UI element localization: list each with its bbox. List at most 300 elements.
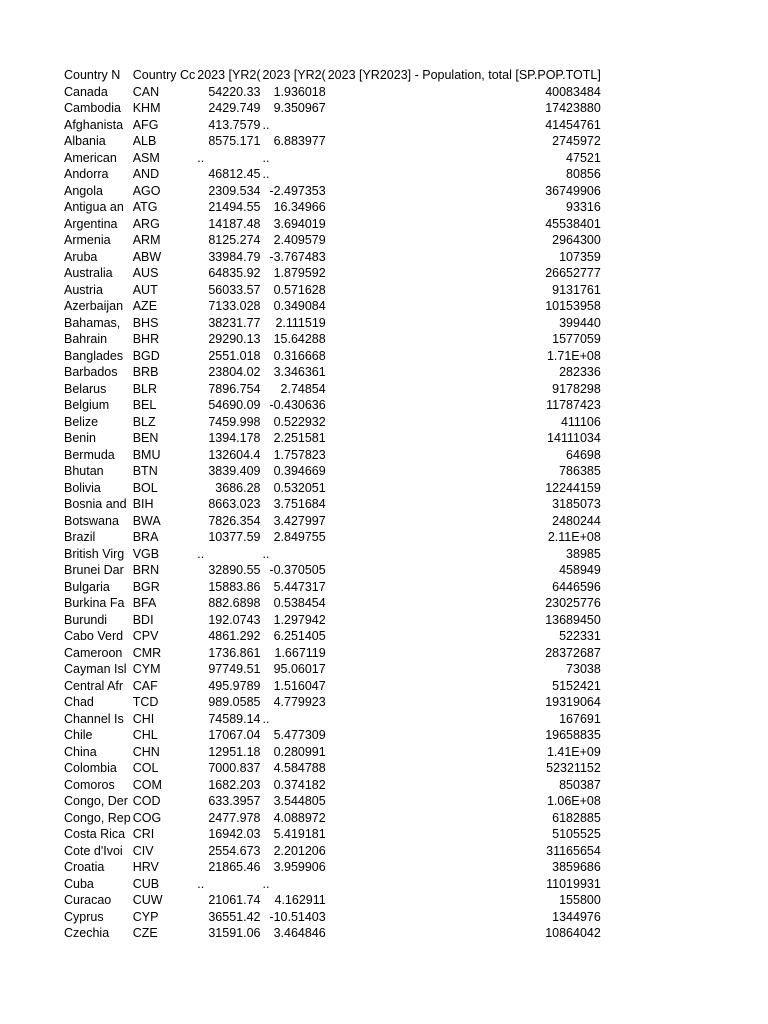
cell-country-name[interactable]: Burundi (64, 612, 108, 627)
cell-col3[interactable]: 7133.028 (208, 299, 261, 313)
table-row (63, 331, 602, 348)
cell-country-name[interactable]: Colombia (64, 761, 117, 775)
cell-col4[interactable]: 3.959906 (273, 860, 326, 874)
header-cell-col3[interactable]: 2023 [YR2( (197, 68, 261, 82)
cell-country-name[interactable]: Burkina Fa (64, 596, 125, 610)
cell-population[interactable]: 2.11E+08 (547, 530, 601, 544)
cell-col3[interactable]: 192.0743 (208, 612, 261, 627)
cell-col3[interactable]: 46812.45 (208, 167, 261, 181)
cell-country-code[interactable]: BIH (132, 497, 154, 511)
cell-country-code[interactable]: BDI (132, 612, 154, 627)
cell-col4[interactable]: 4.088972 (273, 810, 326, 825)
cell-country-name[interactable]: Albania (64, 134, 106, 148)
table-row (63, 282, 602, 299)
cell-col3[interactable]: 32890.55 (208, 563, 261, 577)
cell-country-code[interactable]: BLZ (132, 414, 156, 429)
cell-col4[interactable]: 2.74854 (280, 381, 326, 396)
cell-col4[interactable]: 0.349084 (273, 299, 326, 313)
cell-population[interactable]: 1.41E+09 (546, 744, 601, 759)
cell-country-code[interactable]: ARG (132, 216, 160, 231)
table-row (63, 793, 602, 810)
cell-country-name[interactable]: Botswana (64, 513, 119, 528)
cell-population[interactable]: 2964300 (552, 233, 601, 247)
cell-country-code[interactable]: CRI (132, 827, 155, 841)
cell-col4[interactable]: 1.879592 (273, 266, 326, 280)
cell-col3[interactable]: 2477.978 (208, 810, 261, 825)
cell-col3[interactable]: 31591.06 (208, 926, 261, 940)
cell-country-name[interactable]: Aruba (64, 249, 98, 264)
cell-country-code[interactable]: AUS (132, 266, 159, 280)
cell-country-code[interactable]: BWA (132, 513, 161, 528)
table-row (63, 579, 602, 596)
cell-col3[interactable]: 2309.534 (208, 183, 261, 198)
cell-country-code[interactable]: ALB (132, 134, 157, 148)
cell-col4[interactable]: 0.280991 (273, 744, 326, 759)
cell-country-code[interactable]: BGR (132, 579, 160, 594)
cell-col3[interactable]: 7459.998 (208, 414, 261, 429)
cell-country-code[interactable]: TCD (132, 695, 159, 709)
table-row (63, 859, 602, 876)
cell-col4[interactable]: 0.538454 (273, 596, 326, 610)
cell-population[interactable]: 5105525 (552, 827, 601, 841)
cell-population[interactable]: 9178298 (552, 381, 601, 396)
cell-col4[interactable]: 4.162911 (274, 893, 326, 907)
cell-population[interactable]: 41454761 (545, 117, 601, 132)
cell-col3[interactable]: 7896.754 (208, 381, 261, 396)
cell-col3[interactable]: 1394.178 (208, 431, 261, 445)
cell-population[interactable]: 786385 (559, 464, 601, 478)
cell-col4[interactable]: 3.464846 (273, 926, 326, 940)
cell-col3[interactable]: 74589.14 (208, 711, 261, 726)
cell-country-code[interactable]: CUB (132, 876, 160, 891)
cell-country-name[interactable]: Bermuda (64, 447, 115, 462)
cell-country-name[interactable]: Azerbaijan (64, 299, 124, 313)
cell-country-code[interactable]: BRB (132, 365, 159, 379)
cell-col4[interactable]: 4.584788 (273, 761, 326, 775)
cell-population[interactable]: 23025776 (545, 596, 601, 610)
table-row (63, 777, 602, 794)
cell-country-code[interactable]: CAF (132, 678, 158, 693)
table-row (63, 727, 602, 744)
cell-col3[interactable]: 132604.4 (208, 447, 261, 462)
cell-population[interactable]: 522331 (559, 629, 601, 643)
cell-country-code[interactable]: CAN (132, 84, 160, 99)
cell-col3[interactable]: 4861.292 (208, 629, 261, 643)
cell-country-code[interactable]: COM (132, 777, 162, 792)
cell-country-name[interactable]: American (64, 150, 117, 165)
cell-col4[interactable]: -0.430636 (269, 398, 326, 412)
cell-col3[interactable]: 12951.18 (208, 744, 261, 759)
cell-country-code[interactable]: AFG (132, 117, 159, 132)
cell-country-name[interactable]: Cuba (64, 876, 94, 891)
cell-country-code[interactable]: ATG (132, 200, 158, 214)
cell-col3[interactable]: 2551.018 (208, 348, 261, 363)
cell-col4[interactable]: .. (262, 150, 270, 165)
cell-population[interactable]: 9131761 (552, 282, 601, 297)
cell-population[interactable]: 80856 (566, 167, 601, 181)
cell-country-code[interactable]: CHN (132, 744, 160, 759)
cell-col4[interactable]: 6.883977 (273, 134, 326, 148)
cell-col3[interactable]: 2429.749 (208, 101, 261, 115)
cell-col4[interactable]: 16.34966 (273, 200, 326, 214)
cell-population[interactable]: 19319064 (545, 695, 601, 709)
cell-col3[interactable]: 64835.92 (208, 266, 261, 280)
cell-col4[interactable]: 4.779923 (273, 695, 326, 709)
cell-col3[interactable]: 21865.46 (208, 860, 261, 874)
table-row (63, 364, 602, 381)
cell-col4[interactable]: 5.447317 (273, 579, 326, 594)
cell-col3[interactable]: .. (197, 546, 205, 561)
cell-country-code[interactable]: CHL (132, 728, 158, 742)
cell-country-name[interactable]: Cote d'Ivoi (64, 843, 123, 858)
cell-country-code[interactable]: BMU (132, 447, 161, 462)
cell-country-code[interactable]: CYM (132, 662, 161, 676)
cell-population[interactable]: 282336 (559, 365, 601, 379)
cell-country-code[interactable]: AND (132, 167, 160, 181)
cell-col4[interactable]: -2.497353 (269, 183, 326, 198)
cell-col3[interactable]: 3839.409 (208, 464, 261, 478)
cell-country-code[interactable]: KHM (132, 101, 161, 115)
cell-col3[interactable]: 8663.023 (208, 497, 261, 511)
cell-country-code[interactable]: BHR (132, 332, 160, 346)
cell-population[interactable]: 1.06E+08 (546, 794, 601, 808)
cell-population[interactable]: 850387 (559, 777, 601, 792)
cell-population[interactable]: 11019931 (546, 876, 601, 891)
cell-col3[interactable]: 1736.861 (208, 645, 261, 660)
cell-population[interactable]: 28372687 (545, 645, 601, 660)
cell-country-code[interactable]: VGB (132, 546, 160, 561)
spreadsheet-body (63, 67, 602, 942)
cell-country-name[interactable]: Barbados (64, 365, 118, 379)
cell-country-code[interactable]: AGO (132, 183, 161, 198)
cell-col4[interactable]: -3.767483 (269, 249, 326, 264)
cell-col4[interactable]: 3.427997 (273, 513, 326, 528)
cell-country-name[interactable]: Benin (64, 431, 96, 445)
cell-population[interactable]: 73038 (566, 662, 601, 676)
table-row (63, 628, 602, 645)
table-row (63, 480, 602, 497)
cell-country-name[interactable]: Bhutan (64, 464, 104, 478)
cell-population[interactable]: 399440 (559, 315, 601, 330)
cell-col4[interactable]: .. (262, 876, 270, 891)
cell-col4[interactable]: 3.544805 (273, 794, 326, 808)
cell-country-code[interactable]: BEN (132, 431, 159, 445)
cell-col4[interactable]: 2.849755 (273, 530, 326, 544)
table-row (63, 595, 602, 612)
cell-col4[interactable]: 1.757823 (273, 447, 326, 462)
cell-population[interactable]: 11787423 (546, 398, 601, 412)
cell-population[interactable]: 1577059 (552, 332, 601, 346)
cell-population[interactable]: 2745972 (552, 134, 601, 148)
cell-population[interactable]: 40083484 (545, 84, 601, 99)
cell-col3[interactable]: 23804.02 (208, 365, 261, 379)
cell-population[interactable]: 5152421 (552, 678, 601, 693)
cell-col4[interactable]: 1.297942 (273, 612, 326, 627)
cell-population[interactable]: 10153958 (545, 299, 601, 313)
cell-col3[interactable]: 56033.57 (208, 282, 261, 297)
cell-country-name[interactable]: Australia (64, 266, 113, 280)
cell-population[interactable]: 93316 (566, 200, 601, 214)
cell-country-code[interactable]: BHS (132, 315, 159, 330)
cell-country-code[interactable]: CZE (132, 926, 158, 940)
cell-col4[interactable]: -10.51403 (269, 909, 326, 924)
cell-country-name[interactable]: Belarus (64, 381, 107, 396)
cell-col3[interactable]: 17067.04 (208, 728, 261, 742)
cell-population[interactable]: 52321152 (546, 761, 601, 775)
cell-country-name[interactable]: Curacao (64, 893, 112, 907)
cell-col4[interactable]: 2.111519 (275, 315, 326, 330)
cell-population[interactable]: 13689450 (545, 612, 601, 627)
cell-country-name[interactable]: China (64, 744, 97, 759)
cell-population[interactable]: 36749906 (545, 183, 601, 198)
cell-population[interactable]: 6446596 (552, 579, 601, 594)
cell-country-code[interactable]: BLR (132, 381, 158, 396)
cell-col3[interactable]: 33984.79 (208, 249, 261, 264)
cell-population[interactable]: 167691 (559, 711, 601, 726)
cell-population[interactable]: 2480244 (552, 513, 601, 528)
cell-col4[interactable]: 2.251581 (273, 431, 326, 445)
cell-country-name[interactable]: Canada (64, 84, 108, 99)
cell-col3[interactable]: 14187.48 (208, 216, 261, 231)
cell-country-name[interactable]: Cambodia (64, 101, 121, 115)
cell-country-name[interactable]: Congo, Rep (64, 810, 131, 825)
table-row (63, 513, 602, 530)
cell-col4[interactable]: 0.532051 (273, 480, 326, 495)
cell-country-name[interactable]: Angola (64, 183, 103, 198)
cell-col4[interactable]: 1.936018 (273, 84, 326, 99)
cell-country-code[interactable]: COG (132, 810, 162, 825)
cell-col4[interactable]: 0.571628 (273, 282, 326, 297)
cell-col3[interactable]: 54220.33 (208, 84, 261, 99)
cell-col3[interactable]: 882.6898 (208, 596, 261, 610)
table-row (63, 711, 602, 728)
cell-country-name[interactable]: Belgium (64, 398, 110, 412)
cell-col3[interactable]: 7826.354 (208, 513, 261, 528)
header-cell-col4[interactable]: 2023 [YR2( (262, 68, 326, 82)
cell-col3[interactable]: 8125.274 (208, 233, 261, 247)
cell-country-code[interactable]: BGD (132, 348, 160, 363)
cell-col4[interactable]: -0.370505 (269, 563, 326, 577)
cell-country-code[interactable]: BEL (132, 398, 157, 412)
cell-population[interactable]: 26652777 (545, 266, 601, 280)
cell-population[interactable]: 10864042 (545, 926, 601, 940)
header-row (63, 67, 602, 84)
cell-population[interactable]: 1344976 (552, 909, 601, 924)
cell-country-code[interactable]: CYP (132, 909, 159, 924)
table-row (63, 84, 602, 101)
cell-country-code[interactable]: AUT (132, 282, 158, 297)
cell-population[interactable]: 14111034 (547, 431, 601, 445)
cell-population[interactable]: 45538401 (545, 216, 601, 231)
cell-country-name[interactable]: Costa Rica (64, 827, 126, 841)
table-row (63, 562, 602, 579)
cell-col3[interactable]: 10377.59 (208, 530, 261, 544)
cell-country-name[interactable]: Cameroon (64, 645, 123, 660)
cell-population[interactable]: 47521 (566, 150, 601, 165)
cell-country-code[interactable]: ARM (132, 233, 161, 247)
cell-country-name[interactable]: Austria (64, 282, 103, 297)
cell-country-name[interactable]: Comoros (64, 777, 115, 792)
cell-country-code[interactable]: BRN (132, 563, 160, 577)
cell-country-name[interactable]: Afghanista (64, 117, 124, 132)
cell-col3[interactable]: 36551.42 (208, 909, 261, 924)
cell-col4[interactable]: 3.346361 (273, 365, 326, 379)
cell-col3[interactable]: .. (197, 876, 205, 891)
cell-country-code[interactable]: BTN (132, 464, 158, 478)
cell-col3[interactable]: 633.3957 (208, 794, 261, 808)
cell-col4[interactable]: 3.694019 (273, 216, 326, 231)
cell-country-code[interactable]: BOL (132, 480, 158, 495)
cell-col4[interactable]: 0.394669 (273, 464, 326, 478)
cell-col3[interactable]: 2554.673 (208, 843, 261, 858)
table-row (63, 298, 602, 315)
cell-col4[interactable]: .. (262, 167, 270, 181)
header-cell-population[interactable]: 2023 [YR2023] - Population, total [SP.POP.TOTL] (327, 68, 601, 82)
cell-col4[interactable]: 5.477309 (273, 728, 326, 742)
table-row (63, 216, 602, 233)
table-row (63, 694, 602, 711)
cell-country-name[interactable]: Czechia (64, 926, 110, 940)
cell-col3[interactable]: 1682.203 (208, 777, 261, 792)
cell-country-name[interactable]: Cyprus (64, 909, 104, 924)
cell-country-name[interactable]: Bulgaria (64, 579, 110, 594)
cell-country-code[interactable]: AZE (132, 299, 158, 313)
cell-col3[interactable]: 989.0585 (208, 695, 261, 709)
table-row (63, 529, 602, 546)
cell-country-name[interactable]: Belize (64, 414, 99, 429)
cell-col4[interactable]: 95.06017 (273, 662, 326, 676)
cell-country-code[interactable]: CMR (132, 645, 162, 660)
cell-col4[interactable]: 1.667119 (274, 645, 326, 660)
cell-country-code[interactable]: CUW (132, 893, 163, 907)
cell-country-name[interactable]: Congo, Der (64, 794, 128, 808)
cell-col4[interactable]: .. (262, 117, 270, 132)
cell-col4[interactable]: 1.516047 (273, 678, 326, 693)
cell-country-code[interactable]: HRV (132, 860, 159, 874)
table-row (63, 496, 602, 513)
table-row (63, 826, 602, 843)
cell-population[interactable]: 3859686 (552, 860, 601, 874)
cell-col3[interactable]: 3686.28 (215, 480, 261, 495)
cell-population[interactable]: 12244159 (545, 480, 601, 495)
cell-col3[interactable]: .. (197, 150, 205, 165)
cell-col3[interactable]: 29290.13 (208, 332, 261, 346)
cell-col4[interactable]: 0.374182 (273, 777, 326, 792)
cell-col3[interactable]: 413.7579 (208, 117, 261, 132)
cell-col3[interactable]: 97749.51 (208, 662, 261, 676)
cell-col3[interactable]: 38231.77 (208, 315, 261, 330)
cell-country-code[interactable]: COL (132, 761, 159, 775)
cell-population[interactable]: 64698 (566, 447, 601, 462)
header-cell-country-name[interactable]: Country N (64, 68, 121, 82)
table-row (63, 315, 602, 332)
table-row (63, 117, 602, 134)
table-row (63, 348, 602, 365)
header-cell-country-code[interactable]: Country Cc (132, 68, 196, 82)
cell-country-name[interactable]: Andorra (64, 167, 109, 181)
cell-population[interactable]: 1.71E+08 (546, 348, 601, 363)
cell-country-code[interactable]: CIV (132, 843, 154, 858)
cell-country-name[interactable]: Brazil (64, 530, 96, 544)
cell-country-code[interactable]: CHI (132, 711, 155, 726)
cell-country-code[interactable]: ASM (132, 150, 160, 165)
cell-col3[interactable]: 7000.837 (208, 761, 261, 775)
cell-country-code[interactable]: COD (132, 794, 161, 808)
cell-country-name[interactable]: Brunei Dar (64, 563, 124, 577)
cell-country-name[interactable]: Argentina (64, 216, 118, 231)
cell-country-code[interactable]: CPV (132, 629, 159, 643)
cell-population[interactable]: 31165654 (546, 843, 601, 858)
table-row (63, 612, 602, 629)
cell-country-name[interactable]: Cayman Isl (64, 662, 127, 676)
table-row (63, 810, 602, 827)
cell-country-name[interactable]: Antigua an (64, 200, 124, 214)
cell-country-name[interactable]: Chad (64, 695, 94, 709)
table-row (63, 397, 602, 414)
cell-col3[interactable]: 21494.55 (208, 200, 261, 214)
cell-col3[interactable]: 21061.74 (208, 893, 261, 907)
cell-country-name[interactable]: Armenia (64, 233, 111, 247)
cell-col3[interactable]: 54690.09 (208, 398, 261, 412)
cell-col4[interactable]: 3.751684 (273, 497, 326, 511)
cell-country-name[interactable]: Central Afr (64, 678, 124, 693)
cell-col4[interactable]: 6.251405 (273, 629, 326, 643)
cell-country-code[interactable]: BFA (132, 596, 157, 610)
cell-col4[interactable]: .. (262, 711, 270, 726)
cell-col4[interactable]: .. (262, 546, 270, 561)
cell-country-name[interactable]: Channel Is (64, 711, 124, 726)
cell-country-name[interactable]: British Virg (64, 546, 125, 561)
cell-col4[interactable]: 2.409579 (273, 233, 326, 247)
cell-col3[interactable]: 495.9789 (208, 678, 261, 693)
cell-country-code[interactable]: BRA (132, 530, 159, 544)
cell-population[interactable]: 38985 (566, 546, 601, 561)
cell-population[interactable]: 19658835 (545, 728, 601, 742)
cell-col4[interactable]: 2.201206 (273, 843, 326, 858)
cell-population[interactable]: 107359 (559, 249, 601, 264)
cell-country-name[interactable]: Banglades (64, 348, 124, 363)
cell-population[interactable]: 411106 (560, 414, 601, 429)
cell-country-name[interactable]: Bosnia and (64, 497, 127, 511)
cell-country-name[interactable]: Bolivia (64, 480, 101, 495)
cell-col4[interactable]: 5.419181 (273, 827, 326, 841)
cell-country-code[interactable]: ABW (132, 249, 162, 264)
table-row (63, 760, 602, 777)
cell-country-name[interactable]: Bahamas, (64, 315, 121, 330)
table-row (63, 199, 602, 216)
cell-country-name[interactable]: Cabo Verd (64, 629, 124, 643)
cell-population[interactable]: 17423880 (545, 101, 601, 115)
cell-population[interactable]: 155800 (559, 893, 601, 907)
table-row (63, 414, 602, 431)
cell-population[interactable]: 458949 (559, 563, 601, 577)
cell-col4[interactable]: 0.316668 (273, 348, 326, 363)
cell-country-name[interactable]: Bahrain (64, 332, 108, 346)
cell-col4[interactable]: 15.64288 (273, 332, 326, 346)
cell-country-name[interactable]: Chile (64, 728, 93, 742)
cell-population[interactable]: 6182885 (552, 810, 601, 825)
cell-col4[interactable]: 0.522932 (273, 414, 326, 429)
cell-col3[interactable]: 15883.86 (208, 579, 261, 594)
table-row (63, 744, 602, 761)
table-row (63, 232, 602, 249)
cell-col4[interactable]: 9.350967 (273, 101, 326, 115)
cell-col3[interactable]: 8575.171 (208, 134, 261, 148)
cell-population[interactable]: 3185073 (552, 497, 601, 511)
cell-country-name[interactable]: Croatia (64, 860, 105, 874)
cell-col3[interactable]: 16942.03 (208, 827, 261, 841)
table-row (63, 265, 602, 282)
